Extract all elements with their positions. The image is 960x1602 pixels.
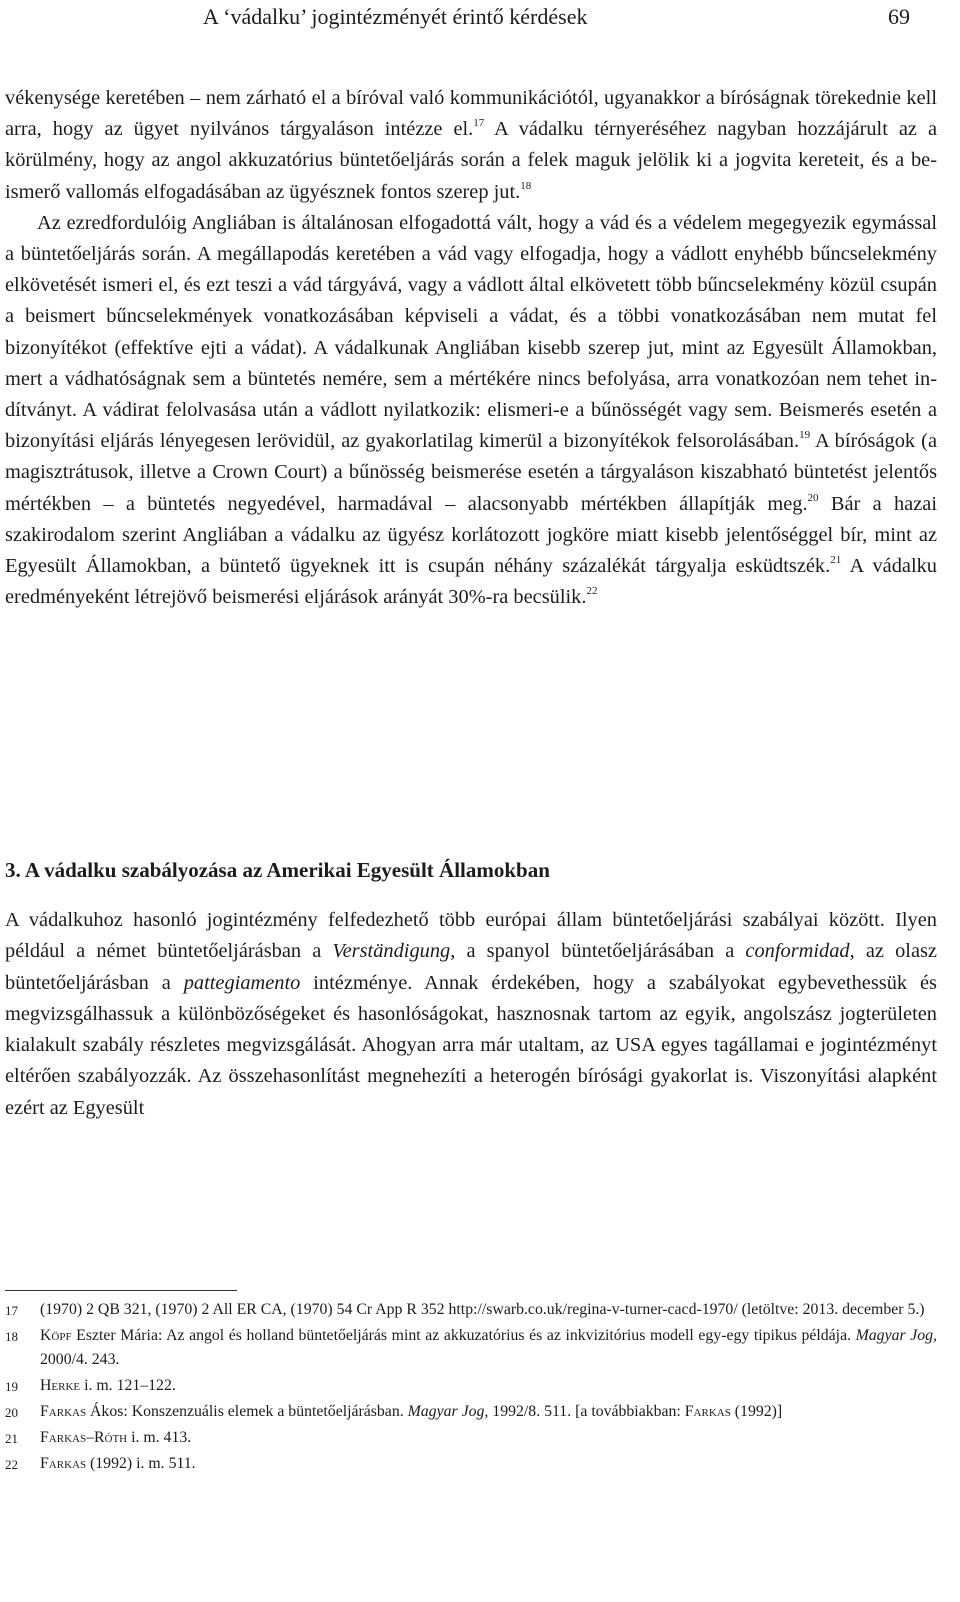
footnote-journal: Magyar Jog,: [407, 1403, 489, 1420]
footnote-author: Farkas: [684, 1403, 731, 1420]
paragraph: [5, 208, 937, 614]
footnote-author: Herke: [40, 1377, 81, 1394]
text-run: , a spanyol büntetőeljárásában a: [450, 940, 746, 963]
footnote-author: Farkas: [40, 1455, 87, 1472]
footnote-text: Eszter Mária: Az angol és holland büntetőeljárás mint az akkuzatórius és az inkvizitórius modell egy-egy tipikus példája.: [71, 1327, 856, 1344]
section-heading: 3. A vádalku szabályozása az Amerikai Egyesült Államokban: [5, 858, 550, 882]
footnote-author: Farkas–Róth: [40, 1429, 128, 1446]
footnote-number: 20: [5, 1405, 18, 1420]
footnote-text: i. m. 121–122.: [80, 1377, 176, 1394]
text-run: A vádalku eredményeként létrejövő beismerési eljárások arányát 30%-ra becsülik.: [5, 555, 938, 609]
footnotes: [5, 1298, 937, 1478]
footnote-text: 2000/4. 243.: [40, 1351, 120, 1368]
footnote-number: 22: [5, 1457, 18, 1472]
text-run: Az ezredfordulóig Angliában is általánosan elfogadottá vált, hogy a vád és a védelem megegyezik egymással a büntetőeljárás során. A megállapodás keretében a vád vagy elfogadja, hogy a vádlott enyhébb bűncselekmény elkövetését ismeri el, és ezt teszi a vád tárgyává, vagy a vádlott által elkövetett több bűncselekmény közül csupán a beismert bűncselekmények vonatkozásában képviseli a vádat, és a többi vonatkozásában nem mutat fel bizonyítékot (effektíve ejti a vádat). A vádalkunak Angliában kisebb szerep jut, mint az Egyesült Államokban, mert a vádhatóságnak sem a büntetés nemére, sem a mértékére nincs befolyása, arra vonatkozóan nem tehet indítványt. A vádirat felolvasása után a vádlott nyilatkozik: elismeri-e a bűnösségét vagy sem. Beismerés esetén a bizonyítási eljárás lényegesen lerövidül, az gyakorlatilag kimerül a bizonyítékok felsorolásában.: [5, 211, 937, 453]
footnote-21: [5, 1426, 937, 1450]
footnote-number: 19: [5, 1379, 18, 1394]
section-body: [5, 905, 937, 1124]
footnote-ref-17[interactable]: 17: [473, 117, 485, 130]
footnote-ref-20[interactable]: 20: [807, 491, 819, 504]
footnote-journal: Magyar Jog,: [855, 1327, 937, 1344]
footnote-17: [5, 1298, 937, 1322]
text-run: vékenysége keretében – nem zárható el a bíróval való kommunikációtól, ugyanakkor a bíróságnak törekednie kell arra, hogy az ügyet nyilvános tárgyaláson intézze el.: [5, 87, 937, 141]
text-run: A bíróságok (a magisztrátusok, illetve a Crown Court) a bűnösség beismerése esetén a tárgyaláson kiszabható büntetést jelentős mértékben – a büntetés negyedével, harmadával – alacsonyabb mértékben állapítják meg.: [5, 430, 937, 515]
text-run: Bár a hazai szakirodalom szerint Angliában a vádalku az ügyész korlátozott jogköre miatt kisebb jelentőséggel bír, mint az Egyesült Államokban, a büntető ügyeknek itt is csupán néhány százalékát tárgyalja esküdtszék.: [5, 492, 937, 578]
footnote-text: (1992)]: [730, 1403, 783, 1420]
footnote-19: [5, 1374, 937, 1398]
page-number: 69: [888, 4, 910, 29]
footnote-author: Köpf: [40, 1327, 72, 1344]
italic-term: conformidad: [745, 940, 850, 963]
paragraph: [5, 83, 937, 208]
footnote-ref-18[interactable]: 18: [520, 179, 532, 192]
footnote-separator: [5, 1290, 237, 1291]
footnote-ref-19[interactable]: 19: [799, 429, 811, 442]
footnote-18: [5, 1324, 937, 1372]
italic-term: Verständigung: [332, 940, 451, 963]
footnote-number: 21: [5, 1431, 18, 1446]
footnote-text: 1992/8. 511. [a továbbiakban:: [488, 1403, 685, 1420]
paragraph: [5, 905, 937, 1124]
footnote-text: (1992) i. m. 511.: [86, 1455, 196, 1472]
footnote-text: (1970) 2 QB 321, (1970) 2 All ER CA, (1970) 54 Cr App R 352 http://swarb.co.uk/regina-v-turner-cacd-1970/ (letöltve: 2013. december 5.): [40, 1301, 925, 1318]
body-text: [5, 83, 937, 613]
page-header: [0, 4, 960, 34]
footnote-author: Farkas: [40, 1403, 87, 1420]
footnote-number: 18: [5, 1329, 18, 1344]
footnote-text: Ákos: Konszenzuális elemek a büntetőeljárásban.: [86, 1403, 408, 1420]
text-run: A vádalkuhoz hasonló jogintézmény felfedezhető több európai állam büntetőeljárási szabályai között. Ilyen például a német büntetőeljárásban a: [5, 909, 937, 963]
footnote-22: [5, 1452, 937, 1476]
text-run: intézménye. Annak érdekében, hogy a szabályokat egybevethessük és megvizsgálhassuk a különbözőségeket és hasonlóságokat, hasznosnak tartom az egyik, angolszász jogterületen kialakult szabály részletes megvizsgálását. Ahogyan arra már utaltam, az USA egyes tagállamai e jogintézményt eltérően szabályozzák. Az összehasonlítást megnehezíti a heterogén bírósági gyakorlat is. Viszonyítási alapként ezért az Egyesült: [5, 971, 937, 1119]
footnote-ref-21[interactable]: 21: [830, 554, 842, 567]
text-run: , az olasz büntetőeljárásban a: [5, 940, 937, 994]
footnote-text: i. m. 413.: [127, 1429, 192, 1446]
italic-term: pattegiamento: [183, 971, 301, 994]
footnote-20: [5, 1400, 937, 1424]
footnote-number: 17: [5, 1303, 18, 1318]
running-title: A ‘vádalku’ jogintézményét érintő kérdések: [203, 4, 588, 29]
footnote-ref-22[interactable]: 22: [586, 585, 598, 598]
text-run: A vádalku térnyeréséhez nagyban hozzájárult az a körülmény, hogy az angol akkuzatórius büntetőeljárás során a felek maguk jelölik ki a jogvita kereteit, és a beismerő vallomás elfogadásában az ügyésznek fontos szerep jut.: [5, 118, 937, 203]
